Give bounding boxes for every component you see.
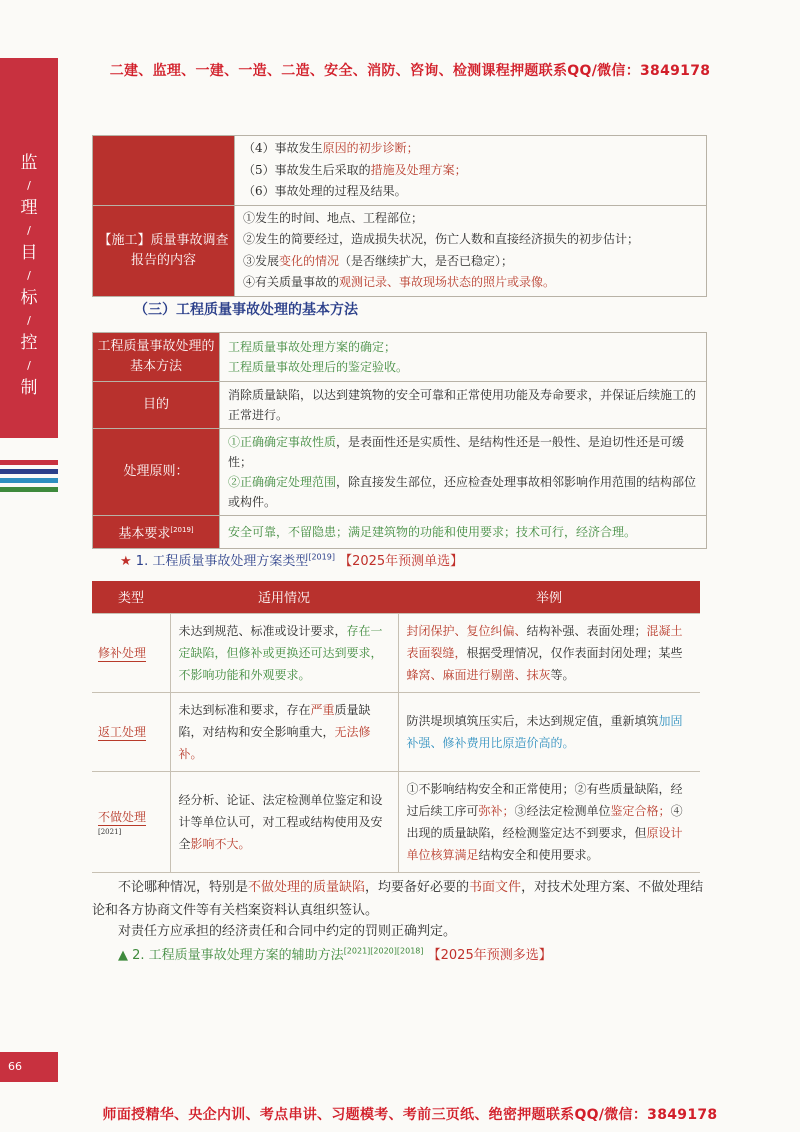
header-text: 基本要求	[118, 526, 171, 542]
side-tab-char: 监	[20, 153, 38, 173]
header-text: 处理原则：	[123, 464, 189, 479]
item-text: 事故处理的过程及结果。	[274, 184, 407, 198]
example-cell	[398, 771, 700, 872]
item-text: ④有关质量事故的	[243, 275, 340, 289]
cell-text: 严重	[310, 702, 335, 717]
cell-text: 质量缺陷，对结构和安全影响重大，	[178, 702, 371, 739]
item-highlight: 观测记录、事故现场状态的照片或录像。	[339, 275, 556, 289]
chapter-side-tab	[0, 58, 58, 438]
cell-highlight: ②正确确定处理范围	[228, 475, 337, 489]
cell-text: ③经法定检测单位	[514, 803, 611, 818]
column-header-condition: 适用情况	[170, 581, 398, 613]
condition-cell	[170, 613, 398, 692]
cell-line	[228, 472, 698, 512]
top-contact-banner: 二建、监理、一建、一造、二造、安全、消防、咨询、检测课程押题联系QQ/微信：3849178	[109, 63, 711, 79]
cell-text: 等。	[550, 667, 575, 682]
item-number: （4）	[243, 141, 275, 155]
paragraph-text: 不论哪种情况，特别是	[118, 880, 249, 895]
paragraph-text: ，均要备好必要的	[365, 880, 470, 895]
item-highlight: 变化的情况	[279, 253, 340, 268]
table-cell	[220, 429, 707, 516]
table-header-cell	[93, 136, 235, 206]
type-name: 返工处理	[98, 724, 147, 739]
cell-text: 加固补强、修补费用比原造价高的。	[406, 713, 683, 750]
type-cell	[92, 771, 170, 872]
list-item	[243, 208, 698, 230]
cell-text: 经分析、论证、法定检测单位鉴定和设计等单位认可，对工程或结构使用及安全	[178, 792, 383, 851]
solution-types-table	[92, 581, 700, 873]
cell-highlight: 安全可靠，不留隐患；满足建筑物的功能和使用要求；技术可行，经济合理。	[228, 525, 637, 540]
column-header-type: 类型	[92, 581, 170, 613]
subtitle-text: 2. 工程质量事故处理方案的辅助方法	[132, 948, 344, 963]
prediction-tag: 【2025年预测单选】	[339, 554, 464, 569]
cell-text: 存在一定缺陷，但修补或更换还可达到要求，不影响功能和外观要求。	[178, 623, 383, 682]
stripe	[0, 487, 58, 492]
star-icon: ★	[120, 554, 132, 569]
cell-line	[228, 432, 698, 472]
type-name: 修补处理	[98, 645, 147, 660]
type-cell	[92, 613, 170, 692]
table-row	[93, 333, 707, 382]
subtitle-auxiliary-methods	[118, 944, 552, 963]
cell-line	[228, 357, 698, 377]
column-header-example: 举例	[398, 581, 700, 613]
item-highlight: 措施及处理方案；	[370, 162, 467, 177]
item-text: 事故发生	[274, 141, 323, 155]
table-header-cell	[93, 429, 220, 516]
item-text: ①发生的时间、地点、工程部位；	[243, 210, 424, 225]
item-text: ②发生的简要经过，造成损失状况，伤亡人数和直接经济损失的初步估计；	[243, 232, 640, 246]
year-tag: [2021]	[98, 827, 122, 836]
prediction-tag: 【2025年预测多选】	[427, 948, 552, 963]
paragraph-text: ，对技术处理方案、不做处理结论和各方协商文件等有关档案资料认真组织签认。	[92, 880, 704, 918]
separator-slash: /	[27, 359, 31, 372]
table-row	[92, 771, 700, 872]
list-item	[243, 138, 698, 160]
cell-text: 结构安全和使用要求。	[478, 847, 599, 862]
table-header-cell	[93, 382, 220, 429]
condition-cell	[170, 771, 398, 872]
side-tab-char: 制	[20, 378, 38, 398]
year-tag: [2021][2020][2018]	[343, 946, 424, 956]
subtitle-text: 1. 工程质量事故处理方案类型	[135, 554, 309, 569]
table-cell	[220, 333, 707, 382]
cell-text: 未达到规范、标准或设计要求，	[178, 623, 347, 638]
paragraph-text: 书面文件	[469, 880, 522, 895]
report-items-cell	[235, 136, 707, 206]
table-header-cell	[93, 516, 220, 549]
cell-text: 弥补；	[478, 803, 515, 818]
item-text: ③发展	[243, 253, 280, 268]
table-row	[93, 382, 707, 429]
separator-slash: /	[27, 314, 31, 327]
basic-methods-table	[92, 332, 707, 549]
triangle-icon: ▲	[118, 948, 128, 963]
cell-text: 消除质量缺陷，以达到建筑物的安全可靠和正常使用功能及寿命要求，并保证后续施工的正常进行。	[228, 388, 697, 422]
cell-text: ，除直接发生部位，还应检查处理事故相邻影响作用范围的结构部位或构件。	[228, 475, 697, 509]
list-item	[243, 181, 698, 203]
type-name: 不做处理	[98, 809, 147, 824]
table-row	[93, 429, 707, 516]
paragraph-documentation	[92, 876, 712, 922]
cell-text: 结构补强、表面处理；	[526, 623, 647, 638]
cell-line	[228, 385, 698, 425]
separator-slash: /	[27, 224, 31, 237]
cell-text: ①不影响结构安全和正常使用；	[406, 781, 575, 796]
table-header-cell	[93, 333, 220, 382]
type-cell	[92, 692, 170, 771]
table-cell	[220, 516, 707, 549]
section-title: （三）工程质量事故处理的基本方法	[134, 302, 358, 318]
side-tab-char: 控	[20, 333, 38, 353]
cell-text: 原设计单位核算满足	[406, 825, 683, 862]
list-item	[243, 229, 698, 251]
report-content-cell	[235, 205, 707, 296]
example-cell	[398, 692, 700, 771]
table-cell	[220, 382, 707, 429]
cell-highlight: 工程质量事故处理方案的确定；	[228, 340, 397, 354]
separator-slash: /	[27, 179, 31, 192]
side-tab-char: 标	[20, 288, 38, 308]
paragraph-text: 对责任方应承担的经济责任和合同中约定的罚则正确判定。	[118, 924, 457, 939]
bottom-contact-banner: 师面授精华、央企内训、考点串讲、习题模考、考前三页纸、绝密押题联系QQ/微信：3849178	[102, 1107, 718, 1123]
year-tag: [2019]	[308, 552, 335, 562]
cell-text: 鉴定合格；	[610, 803, 671, 818]
list-item	[243, 160, 698, 182]
cell-text: 防洪堤坝填筑压实后，未达到规定值，重新填筑	[406, 713, 659, 728]
cell-text: 无法修补。	[178, 724, 371, 761]
accident-report-table	[92, 135, 707, 297]
subtitle-solution-types	[120, 550, 463, 569]
table-row	[92, 692, 700, 771]
item-text: 事故发生后采取的	[274, 162, 371, 177]
cell-text: 根据受理情况，仅作表面封闭处理；某些	[466, 645, 683, 660]
list-item	[243, 272, 698, 294]
table-header-cell: 【施工】质量事故调查报告的内容	[93, 205, 235, 296]
cell-text: ②有些质量缺陷，经过后续工序可	[406, 781, 683, 818]
paragraph-responsibility	[92, 920, 712, 943]
example-cell	[398, 613, 700, 692]
cell-text: 封闭保护、复位纠偏、	[406, 623, 527, 638]
cell-text: ，是表面性还是实质性、是结构性还是一般性、是迫切性还是可缓性；	[228, 435, 685, 469]
stripe	[0, 460, 58, 465]
list-item	[243, 251, 698, 273]
cell-text: 混凝土表面裂缝，	[406, 623, 683, 660]
header-text: 工程质量事故处理的基本方法	[97, 339, 215, 374]
header-text: 目的	[142, 397, 169, 412]
separator-slash: /	[27, 269, 31, 282]
stripe	[0, 469, 58, 474]
side-tab-char: 目	[20, 243, 38, 263]
item-number: （6）	[243, 184, 275, 198]
year-tag: [2019]	[170, 526, 194, 534]
cell-text: ④出现的质量缺陷，经检测鉴定达不到要求，但	[406, 803, 683, 840]
cell-highlight: ①正确确定事故性质	[228, 435, 337, 449]
cell-text: 蜂窝、麻面进行剔凿、抹灰	[406, 667, 551, 682]
decorative-stripes	[0, 460, 58, 496]
cell-text: 影响不大。	[190, 836, 251, 851]
table-row	[93, 516, 707, 549]
page-number: 66	[0, 1052, 58, 1082]
item-text: （是否继续扩大，是否已稳定）；	[339, 253, 514, 268]
cell-line	[228, 337, 698, 357]
chapter-side-tab-label	[0, 146, 58, 406]
cell-text: 未达到标准和要求，存在	[178, 702, 311, 717]
cell-line	[228, 522, 698, 542]
item-highlight: 原因的初步诊断；	[322, 141, 419, 155]
paragraph-text: 不做处理的质量缺陷	[248, 880, 366, 895]
table-row	[92, 613, 700, 692]
side-tab-char: 理	[20, 198, 38, 218]
cell-highlight: 工程质量事故处理后的鉴定验收。	[228, 360, 409, 374]
item-number: （5）	[243, 162, 275, 177]
stripe	[0, 478, 58, 483]
condition-cell	[170, 692, 398, 771]
